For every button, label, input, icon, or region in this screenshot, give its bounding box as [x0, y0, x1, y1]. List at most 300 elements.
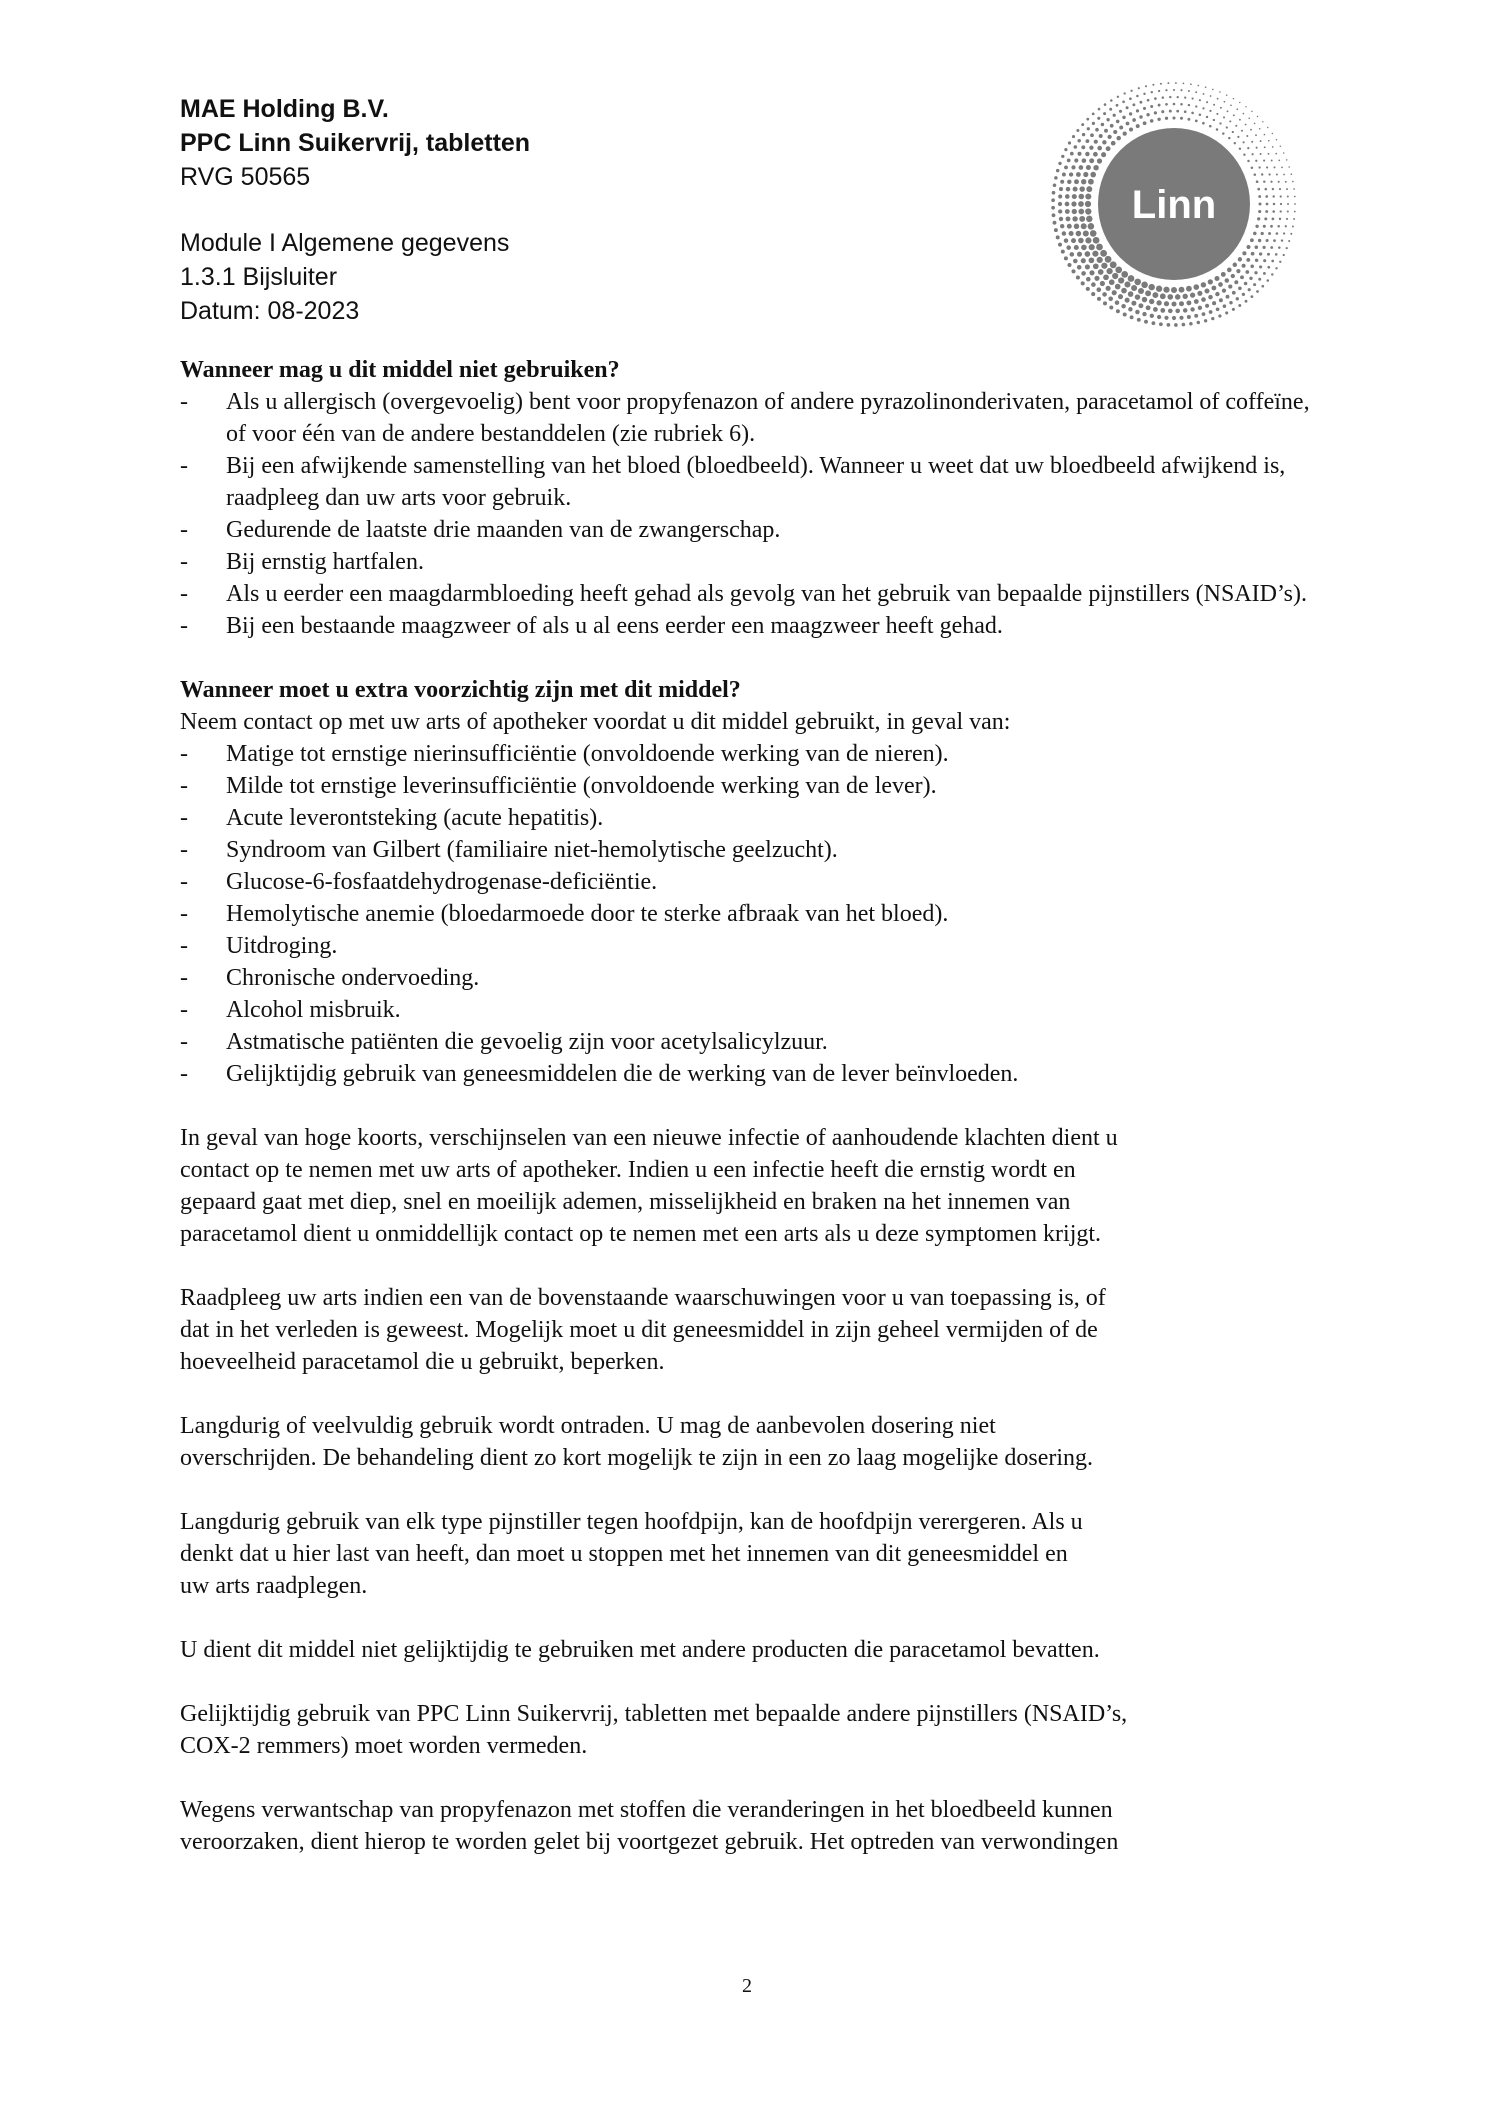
logo-dot	[1089, 146, 1093, 150]
logo-dot	[1205, 289, 1210, 294]
logo-dot	[1180, 103, 1183, 106]
logo-dot	[1056, 235, 1060, 239]
logo-dot	[1078, 201, 1084, 207]
page-number: 2	[742, 1975, 752, 1997]
logo-dot	[1287, 210, 1289, 212]
list-dash: -	[180, 965, 188, 991]
logo-dot	[1167, 82, 1169, 84]
logo-dot	[1197, 321, 1200, 324]
logo-dot	[1285, 225, 1287, 227]
logo-dot	[1287, 203, 1289, 205]
product-name: PPC Linn Suikervrij, tabletten	[180, 129, 531, 157]
logo-dot	[1291, 173, 1293, 175]
logo-dot	[1218, 282, 1223, 287]
logo-dot	[1264, 134, 1266, 136]
logo-dot	[1290, 233, 1292, 235]
logo-dot	[1119, 110, 1122, 113]
logo-dot	[1263, 180, 1265, 182]
logo-dot	[1060, 180, 1064, 184]
logo-dot	[1256, 180, 1259, 183]
logo-dot	[1076, 231, 1082, 237]
logo-dot	[1292, 181, 1294, 183]
logo-dot	[1117, 96, 1119, 98]
list-dash: -	[180, 901, 188, 927]
logo-dot	[1066, 187, 1071, 192]
logo-dot	[1293, 188, 1295, 190]
logo-dot	[1243, 153, 1245, 155]
logo-dot	[1104, 103, 1107, 106]
logo-dot	[1275, 153, 1277, 155]
logo-dot	[1122, 116, 1125, 119]
logo-dot	[1246, 135, 1248, 137]
logo-dot	[1261, 285, 1264, 288]
logo-dot	[1096, 287, 1101, 292]
logo-dot	[1258, 166, 1260, 168]
logo-dot	[1243, 141, 1245, 143]
logo-dot	[1279, 218, 1281, 220]
logo-dot	[1179, 316, 1183, 320]
logo-dot	[1085, 152, 1089, 156]
logo-dot	[1150, 314, 1154, 318]
paragraph-line: denkt dat u hier last van heeft, dan moet u stoppen met het innemen van dit geneesmiddel en	[180, 1541, 1068, 1567]
logo-dot	[1255, 160, 1257, 162]
logo-dot	[1116, 120, 1120, 124]
logo-dot	[1053, 184, 1057, 188]
logo-dot	[1086, 165, 1091, 170]
logo-dot	[1089, 158, 1094, 163]
logo-dot	[1279, 261, 1281, 263]
logo-dot	[1069, 231, 1074, 236]
logo-dot	[1188, 90, 1190, 92]
logo-dot	[1175, 82, 1177, 84]
logo-dot	[1153, 307, 1158, 312]
list-item-text: Astmatische patiënten die gevoelig zijn voor acetylsalicylzuur.	[226, 1029, 828, 1055]
logo-dot	[1190, 292, 1195, 297]
logo-dot	[1216, 128, 1219, 131]
logo-dot	[1209, 125, 1212, 128]
logo-dot	[1222, 132, 1224, 134]
logo-dot	[1255, 225, 1258, 228]
logo-dot	[1281, 167, 1283, 169]
logo-dot	[1089, 244, 1095, 250]
logo-dot	[1138, 87, 1140, 89]
logo-dot	[1060, 224, 1064, 228]
logo-dot	[1275, 253, 1278, 256]
logo-dot	[1206, 116, 1208, 118]
logo-dot	[1071, 165, 1075, 169]
logo-dot	[1260, 153, 1262, 155]
logo-dot	[1067, 180, 1071, 184]
logo-dot	[1085, 201, 1091, 207]
logo-dot	[1258, 195, 1261, 198]
logo-dot	[1128, 275, 1135, 282]
logo-dot	[1264, 217, 1267, 220]
logo-dot	[1176, 110, 1179, 113]
logo-dot	[1177, 96, 1179, 98]
logo-dot	[1232, 291, 1236, 295]
logo-dot	[1074, 245, 1079, 250]
logo-dot	[1184, 96, 1186, 98]
list-item-text: Bij een afwijkende samenstelling van het bloed (bloedbeeld). Wanneer u weet dat uw bloedbeeld afwijkend is, raadpleeg dan uw arts voor gebruik.	[226, 453, 1286, 511]
logo-dot	[1266, 203, 1269, 206]
logo-dot	[1233, 98, 1235, 100]
logo-dot	[1058, 194, 1062, 198]
logo-dot	[1260, 140, 1262, 142]
logo-dot	[1202, 312, 1206, 316]
logo-dot	[1267, 279, 1270, 282]
list-item	[180, 834, 1330, 866]
list-dash: -	[180, 1029, 188, 1055]
logo-dot	[1183, 83, 1185, 85]
list-item-text: Milde tot ernstige leverinsufficiëntie (onvoldoende werking van de lever).	[226, 773, 937, 799]
logo-dot	[1071, 201, 1076, 206]
logo-dot	[1189, 322, 1193, 326]
logo-dot	[1142, 312, 1146, 316]
paragraph	[180, 1282, 1330, 1378]
paragraph	[180, 1122, 1330, 1250]
list-item	[180, 802, 1330, 834]
logo-dot	[1152, 292, 1158, 298]
logo-dot	[1173, 103, 1176, 106]
paragraph-line: veroorzaken, dient hierop te worden gelet bij voortgezet gebruik. Het optreden van verwondingen	[180, 1829, 1119, 1855]
logo-dot	[1156, 286, 1162, 292]
logo-dot	[1210, 95, 1212, 97]
logo-dot	[1242, 251, 1246, 255]
logo-dot	[1250, 129, 1252, 131]
logo-dot	[1058, 209, 1062, 213]
logo-dot	[1263, 160, 1265, 162]
logo-dot	[1108, 297, 1113, 302]
list-item-text: Bij ernstig hartfalen.	[226, 549, 424, 575]
logo-dot	[1190, 307, 1194, 311]
logo-dot	[1164, 316, 1168, 320]
logo-dot	[1115, 300, 1120, 305]
paragraph-line: contact op te nemen met uw arts of apotheker. Indien u een infectie heeft die ernstig wordt en	[180, 1157, 1076, 1183]
logo-dot	[1283, 232, 1285, 234]
logo-dot	[1123, 131, 1127, 135]
logo-dot	[1208, 295, 1213, 300]
section2-intro: Neem contact op met uw arts of apotheker voordat u dit middel gebruikt, in geval van:	[180, 709, 1011, 735]
logo-dot	[1160, 308, 1165, 313]
logo-dot	[1072, 194, 1077, 199]
logo-dot	[1150, 105, 1153, 108]
logo-dot	[1259, 203, 1262, 206]
logo-dot	[1160, 83, 1162, 85]
logo-dot	[1238, 304, 1241, 307]
logo-dot	[1160, 293, 1166, 299]
logo-dot	[1072, 135, 1075, 138]
logo-dot	[1205, 86, 1207, 88]
logo-dot	[1195, 120, 1198, 123]
logo-dot	[1066, 245, 1071, 250]
logo-dot	[1199, 113, 1202, 116]
logo-dot	[1286, 188, 1288, 190]
list-item	[180, 898, 1330, 930]
logo-dot	[1270, 225, 1273, 228]
logo-dot	[1094, 276, 1099, 281]
logo-dot	[1150, 119, 1154, 123]
logo-dot	[1106, 118, 1109, 121]
list-item	[180, 1058, 1330, 1090]
list-dash: -	[180, 741, 188, 767]
logo-dot	[1146, 305, 1151, 310]
logo-dot	[1158, 90, 1160, 92]
logo-dot	[1051, 206, 1055, 210]
logo-dot	[1237, 136, 1239, 138]
logo-dot	[1110, 99, 1113, 102]
logo-dot	[1226, 126, 1228, 128]
paragraph-line: Gelijktijdig gebruik van PPC Linn Suikervrij, tabletten met bepaalde andere pijnstillers (NSAID’s,	[180, 1701, 1128, 1727]
logo-dot	[1227, 110, 1229, 112]
logo-dot	[1261, 173, 1263, 175]
logo-dot	[1138, 288, 1144, 294]
logo-dot	[1110, 124, 1114, 128]
logo-dot	[1071, 238, 1076, 243]
logo-dot	[1121, 271, 1128, 278]
logo-dot	[1245, 124, 1247, 126]
logo-dot	[1097, 117, 1100, 120]
leaflet-body	[180, 354, 1330, 1858]
logo-dot	[1226, 94, 1228, 96]
logo-dot	[1247, 245, 1251, 249]
list-item	[180, 546, 1330, 578]
logo-dot	[1265, 210, 1268, 213]
logo-dot	[1091, 282, 1096, 287]
list-item-text: Hemolytische anemie (bloedarmoede door te sterke afbraak van het bloed).	[226, 901, 949, 927]
logo-dot	[1136, 109, 1139, 112]
logo-dot	[1226, 295, 1230, 299]
logo-dot	[1186, 286, 1192, 292]
logo-dot	[1105, 256, 1112, 263]
logo-dot	[1221, 272, 1226, 277]
logo-dot	[1085, 193, 1091, 199]
logo-dot	[1125, 298, 1130, 303]
logo-dot	[1165, 89, 1167, 91]
logo-dot	[1234, 142, 1236, 144]
logo-dot	[1106, 268, 1112, 274]
logo-dot	[1145, 290, 1151, 296]
logo-dot	[1156, 300, 1161, 305]
logo-dot	[1093, 263, 1099, 269]
logo-dot	[1089, 270, 1094, 275]
logo-dot	[1151, 91, 1153, 93]
list-dash: -	[180, 549, 188, 575]
logo-dot	[1104, 129, 1108, 133]
list-item	[180, 962, 1330, 994]
logo-dot	[1195, 91, 1197, 93]
paragraph	[180, 1698, 1330, 1762]
logo-dot	[1099, 134, 1103, 138]
logo-dot	[1223, 304, 1227, 308]
logo-dot	[1262, 121, 1263, 122]
logo-dot	[1100, 250, 1107, 257]
logo-dot	[1257, 217, 1260, 220]
logo-dot	[1102, 292, 1107, 297]
logo-dot	[1124, 92, 1126, 94]
logo-dot	[1088, 223, 1095, 230]
rvg-number: RVG 50565	[180, 163, 311, 191]
logo-dot	[1085, 264, 1090, 269]
logo-dot	[1219, 122, 1221, 124]
logo-dot	[1268, 140, 1270, 142]
paragraph-line: uw arts raadplegen.	[180, 1573, 368, 1599]
list-item-text: Matige tot ernstige nierinsufficiëntie (onvoldoende werking van de nieren).	[226, 741, 949, 767]
logo-dot	[1250, 265, 1254, 269]
logo-dot	[1256, 290, 1259, 293]
logo-dot	[1254, 173, 1257, 176]
list-item	[180, 450, 1330, 514]
logo-dot	[1165, 103, 1168, 106]
logo-dot	[1251, 166, 1254, 169]
logo-dot	[1171, 287, 1177, 293]
logo-dot	[1275, 267, 1277, 269]
logo-dot	[1052, 213, 1056, 217]
logo-dot	[1257, 116, 1258, 117]
logo-dot	[1101, 123, 1104, 126]
list-item	[180, 770, 1330, 802]
logo-dot	[1093, 165, 1098, 170]
logo-dot	[1082, 133, 1085, 136]
list-dash: -	[180, 1061, 188, 1087]
logo-dot	[1085, 208, 1091, 214]
logo-dot	[1192, 98, 1194, 100]
logo-dot	[1096, 244, 1103, 251]
logo-dot	[1172, 316, 1176, 320]
logo-dot	[1251, 252, 1255, 256]
logo-dot	[1277, 225, 1280, 228]
logo-dot	[1271, 160, 1273, 162]
logo-dot	[1086, 287, 1090, 291]
logo-dot	[1245, 270, 1249, 274]
logo-dot	[1090, 133, 1094, 137]
logo-dot	[1255, 134, 1257, 136]
logo-dot	[1234, 280, 1238, 284]
logo-dot	[1079, 216, 1085, 222]
logo-dot	[1247, 147, 1249, 149]
logo-dot	[1273, 239, 1276, 242]
logo-dot	[1188, 104, 1190, 106]
logo-dot	[1069, 172, 1073, 176]
logo-dot	[1227, 268, 1232, 273]
logo-dot	[1183, 308, 1188, 313]
logo-dot	[1143, 93, 1145, 95]
logo-dot	[1232, 131, 1234, 133]
logo-dot	[1174, 323, 1178, 327]
list-dash: -	[180, 773, 188, 799]
logo-dot	[1070, 252, 1075, 257]
logo-dot	[1146, 113, 1149, 116]
logo-dot	[1129, 97, 1132, 100]
paragraph	[180, 1794, 1330, 1858]
logo-dot	[1106, 286, 1111, 291]
paragraph-line: In geval van hoge koorts, verschijnselen van een nieuwe infectie of aanhoudende klachten dient u	[180, 1125, 1118, 1151]
logo-dot	[1228, 137, 1230, 139]
logo-dot	[1132, 103, 1135, 106]
logo-dot	[1154, 111, 1157, 114]
logo-dot	[1079, 165, 1084, 170]
logo-dot	[1138, 303, 1143, 308]
logo-dot	[1201, 297, 1206, 302]
logo-dot	[1253, 232, 1257, 236]
logo-dot	[1175, 294, 1181, 300]
logo-dot	[1254, 123, 1256, 125]
logo-dot	[1095, 128, 1099, 132]
logo-dot	[1203, 93, 1205, 95]
logo-dot	[1278, 181, 1280, 183]
logo-dot	[1202, 107, 1204, 109]
logo-dot	[1194, 299, 1199, 304]
module-label: Module I Algemene gegevens	[180, 229, 510, 257]
logo-dot	[1255, 259, 1258, 262]
logo-dot	[1054, 228, 1058, 232]
logo-dot	[1286, 159, 1288, 161]
logo-dot	[1197, 291, 1202, 296]
logo-dot	[1118, 277, 1124, 283]
logo-dot	[1202, 122, 1205, 125]
logo-dot	[1072, 209, 1077, 214]
paragraph-line: U dient dit middel niet gelijktijdig te gebruiken met andere producten die paracetamol bevatten.	[180, 1637, 1100, 1663]
logo-dot	[1118, 294, 1123, 299]
logo-dot	[1137, 318, 1141, 322]
logo-dot	[1216, 307, 1220, 311]
list-item-text: Glucose-6-fosfaatdehydrogenase-deficiëntie.	[226, 869, 658, 895]
logo-dot	[1147, 99, 1150, 102]
logo-dot	[1286, 218, 1288, 220]
logo-dot	[1065, 202, 1070, 207]
logo-dot	[1288, 240, 1290, 242]
logo-dot	[1051, 198, 1055, 202]
logo-dot	[1082, 158, 1087, 163]
logo-dot	[1164, 301, 1169, 306]
logo-dot	[1225, 278, 1230, 283]
logo-dot	[1067, 224, 1072, 229]
logo-dot	[1168, 309, 1173, 314]
logo-dot	[1175, 309, 1180, 314]
logo-dot	[1053, 221, 1057, 225]
logo-dot	[1161, 110, 1164, 113]
logo-dot	[1267, 266, 1270, 269]
logo-dot	[1213, 119, 1215, 121]
logo-dot	[1205, 304, 1209, 308]
logo-dot	[1238, 257, 1242, 261]
logo-dot	[1179, 301, 1184, 306]
logo-dot	[1259, 128, 1261, 130]
logo-dot	[1103, 274, 1109, 280]
logo-dot	[1247, 160, 1249, 162]
logo-dot	[1172, 116, 1175, 119]
logo-dot	[1280, 195, 1282, 197]
logo-dot	[1251, 153, 1253, 155]
logo-dot	[1281, 239, 1283, 241]
list-item	[180, 514, 1330, 546]
logo-dot	[1131, 301, 1136, 306]
logo-dot	[1211, 286, 1216, 291]
logo-dot	[1263, 225, 1266, 228]
logo-dot	[1171, 301, 1176, 306]
logo-dot	[1152, 84, 1154, 86]
logo-dot	[1136, 95, 1139, 98]
logo-dot	[1142, 297, 1147, 302]
logo-dot	[1076, 275, 1080, 279]
logo-dot	[1113, 130, 1117, 134]
logo-dot	[1276, 232, 1279, 235]
logo-dot	[1066, 216, 1071, 221]
logo-dot	[1059, 217, 1063, 221]
logo-dot	[1074, 158, 1078, 162]
list-item-text: Uitdroging.	[226, 933, 338, 959]
logo-dot	[1190, 83, 1192, 85]
logo-dot	[1280, 210, 1282, 212]
